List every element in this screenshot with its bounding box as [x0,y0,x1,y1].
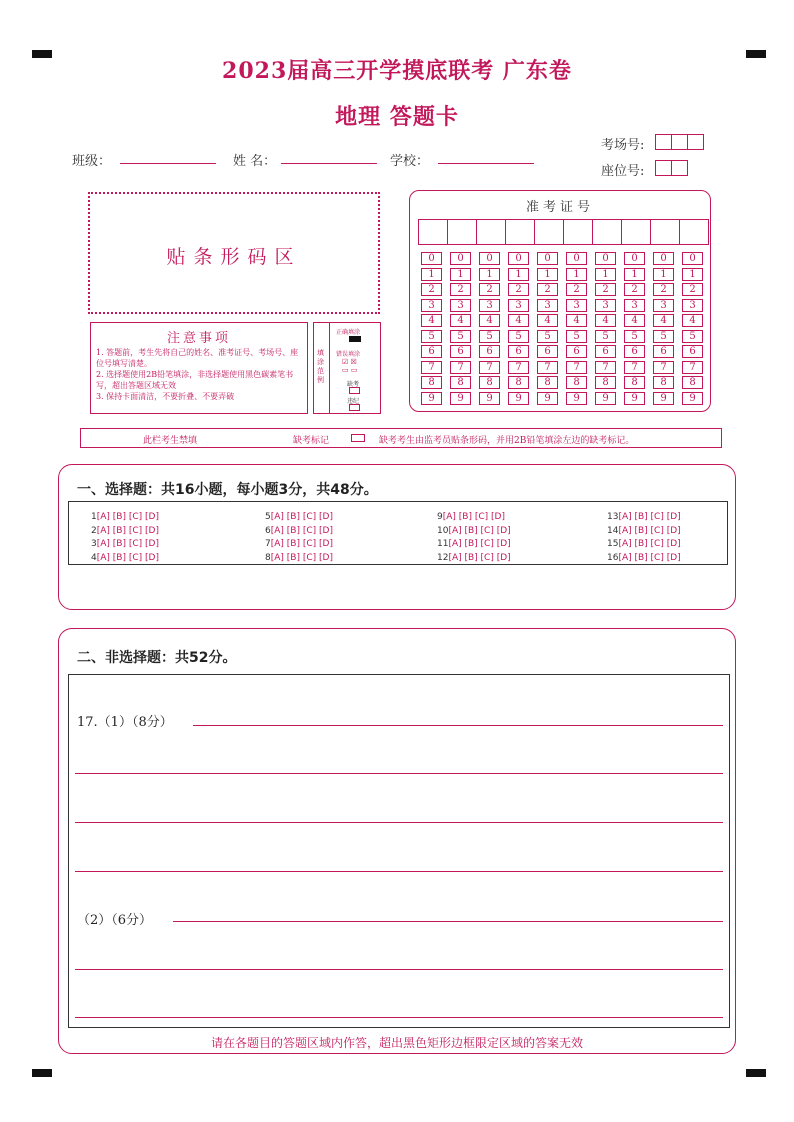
admission-digit-bubble[interactable]: 8 [537,376,558,389]
mc-option-bubbles[interactable]: [A] [B] [C] [D] [618,512,681,522]
mc-option-bubbles[interactable]: [A] [B] [C] [D] [448,552,511,563]
admission-digit-bubble[interactable]: 2 [479,283,500,296]
mc-option-bubbles[interactable]: [A] [B] [C] [D] [96,512,159,522]
admission-digit-bubble[interactable]: 0 [537,252,558,265]
admission-digit-bubble[interactable]: 1 [653,268,674,281]
mc-option-bubbles[interactable]: [A] [B] [C] [D] [270,552,333,563]
section-multiple-choice [58,464,736,610]
admission-digit-bubble[interactable]: 3 [421,299,442,312]
mc-option-bubbles[interactable]: [A] [B] [C] [D] [270,525,333,536]
admission-digit-bubble[interactable]: 4 [566,314,587,327]
exam-room-boxes[interactable] [656,134,704,150]
mc-option-bubbles[interactable]: [A] [B] [C] [D] [270,539,333,549]
seat-label: 座位号: [601,164,645,179]
mc-option-bubbles[interactable]: [A] [B] [C] [D] [442,512,505,522]
violation-sample-label: 违纪 [347,398,360,405]
admission-digit-bubble[interactable]: 9 [450,392,471,405]
section-free-response [58,628,736,1054]
admission-digit-bubble[interactable]: 5 [653,330,674,343]
class-field[interactable] [120,163,216,164]
admission-digit-bubble[interactable]: 6 [566,345,587,358]
notice-item: 1. 答题前，考生先将自己的姓名、准考证号、考场号、座位号填写清楚。 [96,348,299,368]
admission-digit-bubble[interactable]: 2 [624,283,645,296]
mc-question-number: 15 [607,539,619,549]
admission-digit-bubble[interactable]: 2 [682,283,703,296]
admission-digit-bubble[interactable]: 8 [450,376,471,389]
registration-mark-bottom-right [746,1069,766,1077]
admission-digit-bubble[interactable]: 0 [653,252,674,265]
admission-digit-bubble[interactable]: 4 [537,314,558,327]
admission-digit-write-box[interactable] [476,219,506,245]
admission-digit-bubble[interactable]: 3 [595,299,616,312]
admission-digit-bubble[interactable]: 7 [624,361,645,374]
question-17-1-label: 17.（1）（8分） [77,715,173,730]
mc-question-row[interactable] [91,553,159,563]
mc-question-number: 8 [265,552,271,563]
admission-digit-bubble[interactable]: 7 [653,361,674,374]
notice-title: 注意事项 [166,331,231,346]
mc-option-bubbles[interactable]: [A] [B] [C] [D] [618,552,681,563]
mc-question-row[interactable] [607,512,681,522]
footer-note: 请在各题目的答题区域内作答，超出黑色矩形边框限定区域的答案无效 [210,1036,583,1050]
admission-digit-bubble[interactable]: 5 [508,330,529,343]
admission-digit-bubble[interactable]: 2 [595,283,616,296]
admission-digit-bubble[interactable]: 1 [537,268,558,281]
admission-digit-write-box[interactable] [650,219,680,245]
admission-digit-bubble[interactable]: 4 [653,314,674,327]
admission-digit-write-box[interactable] [679,219,709,245]
admission-digit-write-box[interactable] [418,219,448,245]
mc-question-number: 12 [437,552,449,563]
answer-line[interactable] [75,1017,723,1018]
name-field[interactable] [281,163,377,164]
admission-digit-bubble[interactable]: 2 [566,283,587,296]
admission-digit-write-box[interactable] [505,219,535,245]
admission-digit-write-box[interactable] [621,219,651,245]
name-label: 姓 名： [233,154,277,169]
mc-question-number: 2 [91,525,97,536]
answer-line[interactable] [75,871,723,872]
mc-question-number: 16 [607,552,619,563]
mc-option-bubbles[interactable]: [A] [B] [C] [D] [448,525,511,536]
mc-question-row[interactable] [607,526,681,536]
admission-digit-bubble[interactable]: 3 [508,299,529,312]
seat-boxes[interactable] [656,160,688,176]
question-17-2-label: （2）（6分） [77,913,153,928]
answer-line[interactable] [75,773,723,774]
ban-strip [80,428,722,448]
mc-question-row[interactable] [607,539,681,549]
ban-strip-label: 此栏考生禁填 [143,436,198,446]
mc-question-number: 13 [607,512,619,522]
admission-digit-bubble[interactable]: 4 [450,314,471,327]
absent-sample-box [349,387,360,394]
admission-digit-bubble[interactable]: 4 [624,314,645,327]
admission-digit-bubble[interactable]: 6 [624,345,645,358]
admission-digit-bubble[interactable]: 0 [595,252,616,265]
admission-digit-bubble[interactable]: 6 [421,345,442,358]
answer-line[interactable] [193,725,723,726]
admission-digit-bubble[interactable]: 7 [450,361,471,374]
admission-digit-bubble[interactable]: 7 [479,361,500,374]
mc-option-bubbles[interactable]: [A] [B] [C] [D] [618,539,681,549]
card-title: 地理 答题卡 [335,104,459,130]
admission-digit-bubble[interactable]: 9 [624,392,645,405]
registration-mark-bottom-left [32,1069,52,1077]
admission-digit-bubble[interactable]: 9 [537,392,558,405]
exam-room-label: 考场号: [601,138,645,153]
admission-digit-bubble[interactable]: 1 [421,268,442,281]
admission-digit-bubble[interactable]: 8 [682,376,703,389]
admission-digit-bubble[interactable]: 9 [508,392,529,405]
mc-question-row[interactable] [265,539,333,549]
admission-digit-write-box[interactable] [447,219,477,245]
mc-question-number: 4 [91,552,97,563]
admission-digit-bubble[interactable]: 1 [450,268,471,281]
admission-digit-write-box[interactable] [592,219,622,245]
admission-digit-bubble[interactable]: 4 [421,314,442,327]
mc-option-bubbles[interactable]: [A] [B] [C] [D] [96,539,159,549]
admission-digit-bubble[interactable]: 1 [624,268,645,281]
admission-digit-bubble[interactable]: 0 [624,252,645,265]
admission-digit-bubble[interactable]: 2 [653,283,674,296]
mc-question-row[interactable] [265,553,333,563]
mc-question-number: 5 [265,512,271,522]
admission-digit-bubble[interactable]: 0 [508,252,529,265]
admission-digit-bubble[interactable]: 8 [566,376,587,389]
correct-fill-sample [349,336,361,342]
admission-digit-bubble[interactable]: 1 [566,268,587,281]
mc-question-number: 14 [607,525,619,536]
admission-digit-bubble[interactable]: 9 [682,392,703,405]
admission-number-panel [409,190,711,412]
mc-question-row[interactable] [437,539,511,549]
admission-digit-bubble[interactable]: 7 [421,361,442,374]
absent-note: 缺考考生由监考员贴条形码，并用2B铅笔填涂左边的缺考标记。 [379,436,635,446]
admission-digit-bubble[interactable]: 8 [421,376,442,389]
admission-digit-bubble[interactable]: 5 [421,330,442,343]
barcode-area [88,192,380,314]
mc-question-number: 3 [91,539,97,549]
admission-digit-bubble[interactable]: 6 [653,345,674,358]
notice-item: 3. 保持卡面清洁，不要折叠、不要弄破 [96,392,235,401]
admission-digit-bubble[interactable]: 2 [537,283,558,296]
violation-sample-box [349,404,360,411]
admission-digit-bubble[interactable]: 8 [479,376,500,389]
admission-digit-bubble[interactable]: 8 [653,376,674,389]
admission-digit-write-box[interactable] [534,219,564,245]
answer-line[interactable] [75,969,723,970]
fill-example-side-label: 填涂范例 [317,349,324,384]
admission-digit-bubble[interactable]: 6 [508,345,529,358]
admission-digit-bubble[interactable]: 9 [653,392,674,405]
mc-question-number: 11 [437,539,449,549]
mc-question-row[interactable] [91,539,159,549]
admission-digit-bubble[interactable]: 5 [450,330,471,343]
mc-option-bubbles[interactable]: [A] [B] [C] [D] [448,539,511,549]
mc-question-row[interactable] [265,526,333,536]
mc-answer-box [68,501,728,565]
mc-question-number: 7 [265,539,271,549]
admission-digit-bubble[interactable]: 9 [566,392,587,405]
section1-title: 一、选择题：共16小题，每小题3分，共48分。 [77,482,378,498]
absent-mark-box[interactable] [351,434,365,442]
admission-digit-bubble[interactable]: 8 [624,376,645,389]
section2-title: 二、非选择题：共52分。 [77,650,237,666]
class-label: 班级： [72,154,112,169]
correct-fill-label: 正确填涂 [336,329,361,336]
notice-body [96,347,304,402]
admission-digit-bubble[interactable]: 7 [537,361,558,374]
mc-option-bubbles[interactable]: [A] [B] [C] [D] [270,512,333,522]
admission-digit-bubble[interactable]: 4 [682,314,703,327]
mc-question-row[interactable] [265,512,333,522]
admission-digit-bubble[interactable]: 9 [479,392,500,405]
admission-digit-bubble[interactable]: 1 [508,268,529,281]
admission-digit-bubble[interactable]: 3 [624,299,645,312]
admission-digit-bubble[interactable]: 4 [595,314,616,327]
admission-digit-bubble[interactable]: 3 [653,299,674,312]
admission-digit-bubble[interactable]: 5 [566,330,587,343]
mc-option-bubbles[interactable]: [A] [B] [C] [D] [96,525,159,536]
admission-digit-bubble[interactable]: 1 [479,268,500,281]
admission-digit-bubble[interactable]: 0 [421,252,442,265]
admission-digit-bubble[interactable]: 7 [566,361,587,374]
absent-sample-label: 缺考 [347,381,360,388]
mc-question-row[interactable] [437,512,505,522]
admission-digit-bubble[interactable]: 9 [595,392,616,405]
admission-digit-bubble[interactable]: 9 [421,392,442,405]
admission-digit-bubble[interactable]: 5 [624,330,645,343]
free-response-box [68,674,730,1028]
mc-option-bubbles[interactable]: [A] [B] [C] [D] [618,525,681,536]
admission-digit-bubble[interactable]: 0 [450,252,471,265]
notice-box [90,322,308,414]
exam-title: 2023届高三开学摸底联考 广东卷 [222,58,572,84]
school-field[interactable] [438,163,534,164]
admission-digit-bubble[interactable]: 6 [450,345,471,358]
admission-digit-bubble[interactable]: 7 [682,361,703,374]
admission-digit-bubble[interactable]: 2 [421,283,442,296]
mc-question-row[interactable] [91,512,159,522]
admission-digit-bubble[interactable]: 6 [682,345,703,358]
mc-option-bubbles[interactable]: [A] [B] [C] [D] [96,552,159,563]
mc-question-row[interactable] [437,553,511,563]
school-label: 学校： [390,154,430,169]
admission-digit-bubble[interactable]: 7 [508,361,529,374]
admission-digit-bubble[interactable]: 2 [450,283,471,296]
admission-digit-bubble[interactable]: 2 [508,283,529,296]
admission-digit-bubble[interactable]: 4 [479,314,500,327]
admission-digit-bubble[interactable]: 6 [595,345,616,358]
admission-digit-bubble[interactable]: 1 [595,268,616,281]
admission-digit-bubble[interactable]: 4 [508,314,529,327]
fill-example-box [313,322,381,414]
admission-digit-bubble[interactable]: 8 [595,376,616,389]
admission-digit-bubble[interactable]: 7 [595,361,616,374]
admission-digit-bubble[interactable]: 5 [595,330,616,343]
admission-digit-bubble[interactable]: 5 [682,330,703,343]
admission-digit-bubble[interactable]: 6 [479,345,500,358]
admission-digit-bubble[interactable]: 0 [682,252,703,265]
mc-question-number: 9 [437,512,443,522]
answer-line[interactable] [75,822,723,823]
admission-digit-bubble[interactable]: 3 [450,299,471,312]
notice-item: 2. 选择题使用2B铅笔填涂，非选择题使用黑色碳素笔书写，超出答题区域无效 [96,370,294,390]
admission-digit-bubble[interactable]: 5 [479,330,500,343]
admission-digit-bubble[interactable]: 3 [537,299,558,312]
admission-digit-write-box[interactable] [563,219,593,245]
mc-question-row[interactable] [607,553,681,563]
mc-question-number: 6 [265,525,271,536]
admission-digit-bubble[interactable]: 3 [682,299,703,312]
admission-digit-bubble[interactable]: 6 [537,345,558,358]
admission-digit-bubble[interactable]: 3 [479,299,500,312]
mc-question-number: 10 [437,525,449,536]
wrong-fill-sample: ☑ ☒ ▭ ▭ [342,358,358,374]
mc-question-row[interactable] [91,526,159,536]
wrong-fill-label: 错误填涂 [336,351,361,358]
admission-digit-bubble[interactable]: 1 [682,268,703,281]
mc-question-row[interactable] [437,526,511,536]
admission-digit-bubble[interactable]: 8 [508,376,529,389]
absent-mark-label: 缺考标记 [293,436,330,446]
answer-line[interactable] [173,921,723,922]
barcode-label: 贴条形码区 [166,246,302,268]
mc-question-number: 1 [91,512,97,522]
admission-digit-bubble[interactable]: 0 [479,252,500,265]
admission-digit-bubble[interactable]: 5 [537,330,558,343]
admission-number-title: 准考证号 [525,200,594,215]
admission-digit-bubble[interactable]: 3 [566,299,587,312]
admission-digit-bubble[interactable]: 0 [566,252,587,265]
